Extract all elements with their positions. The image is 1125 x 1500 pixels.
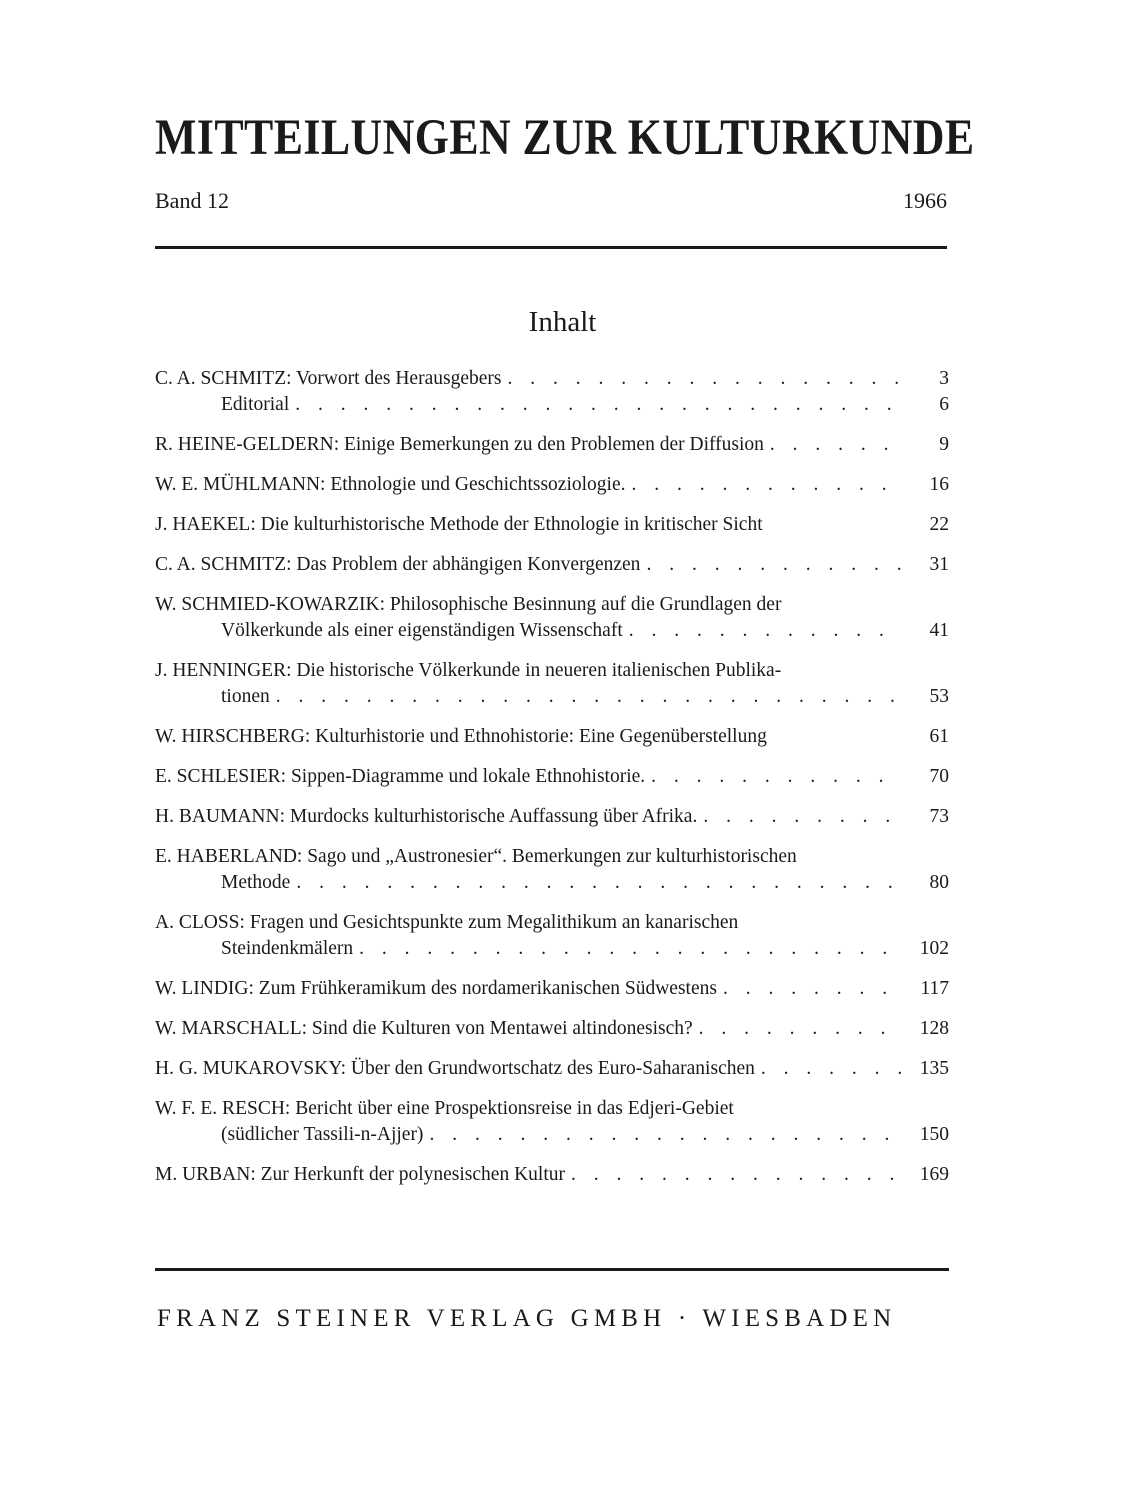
toc-page-number: 102 xyxy=(919,938,949,959)
toc-entry-continuation: Völkerkunde als einer eigenständigen Wissenschaft xyxy=(221,620,623,641)
toc-line xyxy=(155,366,949,392)
toc-entry-continuation: (südlicher Tassili-n-Ajjer) xyxy=(221,1124,424,1145)
toc-entry xyxy=(155,432,949,458)
toc-page-number: 53 xyxy=(929,686,949,707)
publisher-imprint: FRANZ STEINER VERLAG GMBH · WIESBADEN xyxy=(157,1305,897,1332)
toc-continuation-line xyxy=(155,684,949,710)
toc-entry-title: E. HABERLAND: Sago und „Austronesier“. Bemerkungen zur kulturhistorischen xyxy=(155,846,797,867)
toc-entry-continuation: Editorial xyxy=(221,394,290,415)
toc-page-number: 117 xyxy=(920,978,949,999)
dot-leader xyxy=(295,392,901,418)
toc-entry-title: A. CLOSS: Fragen und Gesichtspunkte zum Megalithikum an kanarischen xyxy=(155,912,739,933)
toc-entry-title: H. G. MUKAROVSKY: Über den Grundwortschatz des Euro-Saharanischen xyxy=(155,1058,755,1079)
toc-page-number: 61 xyxy=(929,726,949,747)
toc-entry xyxy=(155,1016,949,1042)
table-of-contents xyxy=(155,366,949,1202)
toc-continuation-line xyxy=(155,1122,949,1148)
toc-page-number: 150 xyxy=(919,1124,949,1145)
toc-entry-title: W. HIRSCHBERG: Kulturhistorie und Ethnohistorie: Eine Gegenüberstellung xyxy=(155,726,767,747)
volume-number: Band 12 xyxy=(155,188,229,213)
toc-line xyxy=(155,592,949,618)
toc-entry-title: C. A. SCHMITZ: Das Problem der abhängigen Konvergenzen xyxy=(155,554,641,575)
dot-leader xyxy=(296,870,901,896)
dot-leader xyxy=(276,684,901,710)
toc-line xyxy=(155,1016,949,1042)
toc-line xyxy=(155,1056,949,1082)
toc-entry-title: H. BAUMANN: Murdocks kulturhistorische Auffassung über Afrika. xyxy=(155,806,698,827)
toc-page-number: 128 xyxy=(919,1018,949,1039)
toc-line xyxy=(155,724,949,750)
toc-page-number: 31 xyxy=(929,554,949,575)
toc-entry-title: W. E. MÜHLMANN: Ethnologie und Geschichtssoziologie. xyxy=(155,474,626,495)
toc-entry-continuation: tionen xyxy=(221,686,270,707)
dot-leader xyxy=(631,472,901,498)
publication-year: 1966 xyxy=(903,188,947,213)
toc-entry-title: C. A. SCHMITZ: Vorwort des Herausgebers xyxy=(155,368,502,389)
toc-page-number: 80 xyxy=(929,872,949,893)
toc-continuation-line xyxy=(155,392,949,418)
toc-entry xyxy=(155,366,949,418)
toc-entry-title: W. LINDIG: Zum Frühkeramikum des nordamerikanischen Südwestens xyxy=(155,978,717,999)
dot-leader xyxy=(646,552,901,578)
toc-entry xyxy=(155,976,949,1002)
toc-entry xyxy=(155,804,949,830)
toc-entry xyxy=(155,592,949,644)
dot-leader xyxy=(761,1056,901,1082)
toc-entry-title: W. SCHMIED-KOWARZIK: Philosophische Besinnung auf die Grundlagen der xyxy=(155,594,782,615)
toc-entry xyxy=(155,1096,949,1148)
toc-entry xyxy=(155,552,949,578)
dot-leader xyxy=(703,804,901,830)
toc-entry-title: M. URBAN: Zur Herkunft der polynesischen Kultur xyxy=(155,1164,565,1185)
dot-leader xyxy=(571,1162,901,1188)
toc-entry-title: J. HENNINGER: Die historische Völkerkunde in neueren italienischen Publika- xyxy=(155,660,782,681)
toc-page-number: 6 xyxy=(939,394,949,415)
toc-line xyxy=(155,1096,949,1122)
toc-entry xyxy=(155,472,949,498)
masthead xyxy=(155,108,975,214)
toc-continuation-line xyxy=(155,936,949,962)
toc-entry xyxy=(155,1056,949,1082)
toc-page-number: 135 xyxy=(919,1058,949,1079)
dot-leader xyxy=(723,976,901,1002)
toc-line xyxy=(155,472,949,498)
toc-entry xyxy=(155,724,949,750)
toc-line xyxy=(155,658,949,684)
toc-page-number: 22 xyxy=(929,514,949,535)
toc-line xyxy=(155,910,949,936)
contents-heading: Inhalt xyxy=(528,306,597,338)
toc-entry-continuation: Methode xyxy=(221,872,291,893)
toc-page-number: 9 xyxy=(939,434,949,455)
dot-leader xyxy=(699,1016,901,1042)
toc-line xyxy=(155,844,949,870)
journal-title: MITTEILUNGEN ZUR KULTURKUNDE xyxy=(155,110,975,166)
toc-line xyxy=(155,512,949,538)
toc-line xyxy=(155,804,949,830)
toc-page-number: 70 xyxy=(929,766,949,787)
toc-entry-title: W. F. E. RESCH: Bericht über eine Prospektionsreise in das Edjeri-Gebiet xyxy=(155,1098,734,1119)
toc-entry xyxy=(155,910,949,962)
toc-entry-title: R. HEINE-GELDERN: Einige Bemerkungen zu den Problemen der Diffusion xyxy=(155,434,764,455)
toc-entry xyxy=(155,764,949,790)
toc-line xyxy=(155,552,949,578)
toc-line xyxy=(155,976,949,1002)
toc-entry xyxy=(155,658,949,710)
toc-page-number: 16 xyxy=(929,474,949,495)
toc-entry-title: J. HAEKEL: Die kulturhistorische Methode der Ethnologie in kritischer Sicht xyxy=(155,514,763,535)
toc-entry xyxy=(155,1162,949,1188)
toc-line xyxy=(155,764,949,790)
dot-leader xyxy=(429,1122,901,1148)
dot-leader xyxy=(770,432,901,458)
toc-continuation-line xyxy=(155,618,949,644)
toc-line xyxy=(155,1162,949,1188)
toc-page-number: 3 xyxy=(939,368,949,389)
dot-leader xyxy=(507,366,901,392)
dot-leader xyxy=(359,936,901,962)
toc-entry-title: W. MARSCHALL: Sind die Kulturen von Mentawei altindonesisch? xyxy=(155,1018,693,1039)
top-divider xyxy=(155,246,947,249)
dot-leader xyxy=(629,618,901,644)
toc-entry xyxy=(155,512,949,538)
bottom-divider xyxy=(155,1268,949,1271)
toc-continuation-line xyxy=(155,870,949,896)
volume-row xyxy=(155,188,947,214)
dot-leader xyxy=(651,764,901,790)
toc-entry xyxy=(155,844,949,896)
toc-entry-continuation: Steindenkmälern xyxy=(221,938,354,959)
toc-entry-title: E. SCHLESIER: Sippen-Diagramme und lokale Ethnohistorie. xyxy=(155,766,646,787)
toc-page-number: 41 xyxy=(929,620,949,641)
toc-page-number: 73 xyxy=(929,806,949,827)
toc-line xyxy=(155,432,949,458)
toc-page-number: 169 xyxy=(919,1164,949,1185)
